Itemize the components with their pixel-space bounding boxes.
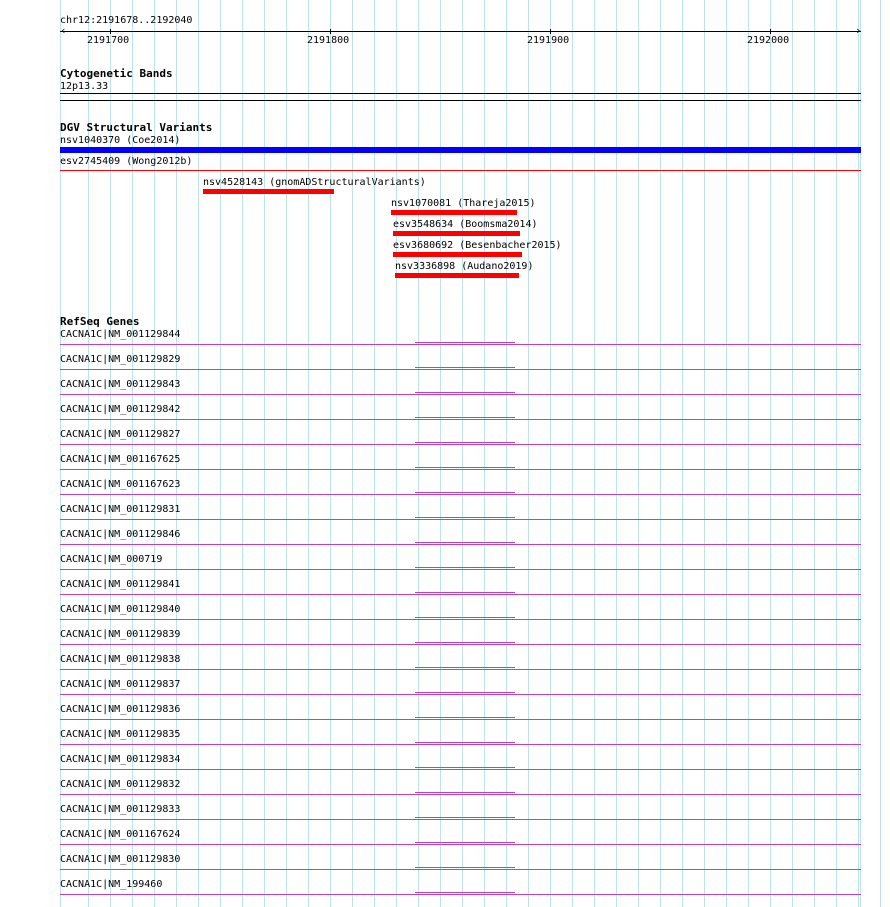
gene-intron-segment <box>415 567 515 570</box>
gene-intron-segment <box>415 642 515 645</box>
cytoband-outline-top <box>60 93 861 94</box>
gene-row[interactable] <box>0 479 890 504</box>
ruler-tick-label: 2191900 <box>527 35 570 46</box>
variant-bar[interactable] <box>60 170 861 171</box>
variant-label[interactable]: nsv3336898 (Audano2019) <box>395 261 534 272</box>
gene-row[interactable] <box>0 454 890 479</box>
gene-intron-segment <box>415 617 515 620</box>
gene-intron-segment <box>415 842 515 845</box>
gene-intron-segment <box>415 542 515 545</box>
gene-label[interactable]: CACNA1C|NM_001129832 <box>60 779 181 790</box>
gene-row[interactable] <box>0 354 890 379</box>
gene-row[interactable] <box>0 554 890 579</box>
variant-label[interactable]: nsv4528143 (gnomADStructuralVariants) <box>203 177 426 188</box>
variant-bar[interactable] <box>60 147 861 153</box>
gene-row[interactable] <box>0 779 890 804</box>
gene-intron-segment <box>415 692 515 695</box>
gene-row[interactable] <box>0 654 890 679</box>
gene-intron-segment <box>415 892 515 895</box>
variant-bar[interactable] <box>393 231 520 236</box>
gene-row[interactable] <box>0 729 890 754</box>
gene-row[interactable] <box>0 704 890 729</box>
gene-intron-segment <box>415 492 515 495</box>
gene-label[interactable]: CACNA1C|NM_001129829 <box>60 354 181 365</box>
variant-label[interactable]: nsv1070081 (Thareja2015) <box>391 198 536 209</box>
gene-label[interactable]: CACNA1C|NM_001129837 <box>60 679 181 690</box>
ruler-left-arrow: ‹ <box>60 24 67 37</box>
variant-bar[interactable] <box>203 189 334 194</box>
gene-intron-segment <box>415 667 515 670</box>
gene-intron-segment <box>415 767 515 770</box>
gene-label[interactable]: CACNA1C|NM_199460 <box>60 879 163 890</box>
cytobands-track-title[interactable]: Cytogenetic Bands <box>60 67 173 80</box>
gene-label[interactable]: CACNA1C|NM_001129836 <box>60 704 181 715</box>
gene-row[interactable] <box>0 879 890 904</box>
ruler-tick-label: 2191800 <box>307 35 350 46</box>
variant-bar[interactable] <box>395 273 519 278</box>
gene-row[interactable] <box>0 679 890 704</box>
gene-row[interactable] <box>0 629 890 654</box>
gene-intron-segment <box>415 742 515 745</box>
gene-row[interactable] <box>0 429 890 454</box>
variant-label[interactable]: esv3548634 (Boomsma2014) <box>393 219 538 230</box>
refseq-track-title[interactable]: RefSeq Genes <box>60 315 140 328</box>
gene-intron-segment <box>415 592 515 595</box>
gene-intron-segment <box>415 817 515 820</box>
gene-row[interactable] <box>0 379 890 404</box>
gene-label[interactable]: CACNA1C|NM_001129835 <box>60 729 181 740</box>
gene-intron-segment <box>415 342 515 345</box>
gene-row[interactable] <box>0 579 890 604</box>
range-label: chr12:2191678..2192040 <box>60 15 193 26</box>
gene-intron-segment <box>415 467 515 470</box>
gene-row[interactable] <box>0 404 890 429</box>
gene-label[interactable]: CACNA1C|NM_001129843 <box>60 379 181 390</box>
gene-intron-segment <box>415 367 515 370</box>
gene-row[interactable] <box>0 529 890 554</box>
gene-label[interactable]: CACNA1C|NM_001167624 <box>60 829 181 840</box>
variant-label[interactable]: nsv1040370 (Coe2014) <box>60 135 181 146</box>
gene-label[interactable]: CACNA1C|NM_000719 <box>60 554 163 565</box>
gene-intron-segment <box>415 442 515 445</box>
gene-row[interactable] <box>0 804 890 829</box>
gene-label[interactable]: CACNA1C|NM_001129833 <box>60 804 181 815</box>
gene-intron-segment <box>415 717 515 720</box>
gene-intron-segment <box>415 417 515 420</box>
gene-label[interactable]: CACNA1C|NM_001167625 <box>60 454 181 465</box>
variant-bar[interactable] <box>391 210 517 215</box>
gene-label[interactable]: CACNA1C|NM_001129827 <box>60 429 181 440</box>
gene-label[interactable]: CACNA1C|NM_001129834 <box>60 754 181 765</box>
gene-label[interactable]: CACNA1C|NM_001167623 <box>60 479 181 490</box>
variant-label[interactable]: esv2745409 (Wong2012b) <box>60 156 193 167</box>
gene-intron-segment <box>415 867 515 870</box>
variant-bar[interactable] <box>393 252 522 257</box>
gene-row[interactable] <box>0 854 890 879</box>
gene-label[interactable]: CACNA1C|NM_001129844 <box>60 329 181 340</box>
gene-row[interactable] <box>0 754 890 779</box>
cytoband-label: 12p13.33 <box>60 81 109 92</box>
gene-intron-segment <box>415 392 515 395</box>
gene-row[interactable] <box>0 329 890 354</box>
ruler-tick-label: 2191700 <box>87 35 130 46</box>
variant-label[interactable]: esv3680692 (Besenbacher2015) <box>393 240 562 251</box>
gene-row[interactable] <box>0 504 890 529</box>
dgv-track-title[interactable]: DGV Structural Variants <box>60 121 213 134</box>
gene-label[interactable]: CACNA1C|NM_001129840 <box>60 604 181 615</box>
gene-label[interactable]: CACNA1C|NM_001129842 <box>60 404 181 415</box>
gene-intron-segment <box>415 517 515 520</box>
gene-intron-segment <box>415 792 515 795</box>
gene-label[interactable]: CACNA1C|NM_001129841 <box>60 579 181 590</box>
gene-label[interactable]: CACNA1C|NM_001129839 <box>60 629 181 640</box>
gene-label[interactable]: CACNA1C|NM_001129838 <box>60 654 181 665</box>
gene-label[interactable]: CACNA1C|NM_001129846 <box>60 529 181 540</box>
cytoband-outline-bottom <box>60 100 861 101</box>
gene-row[interactable] <box>0 604 890 629</box>
gene-label[interactable]: CACNA1C|NM_001129830 <box>60 854 181 865</box>
gene-row[interactable] <box>0 829 890 854</box>
ruler-tick-label: 2192000 <box>747 35 790 46</box>
gene-label[interactable]: CACNA1C|NM_001129831 <box>60 504 181 515</box>
ruler-right-arrow: › <box>855 24 862 37</box>
